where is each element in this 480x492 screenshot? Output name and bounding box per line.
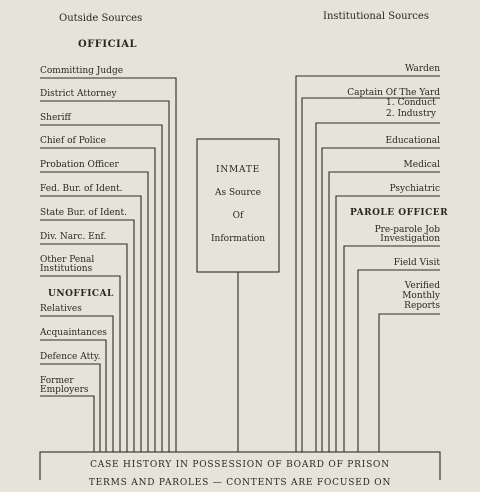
inmate-line-1: As Source: [214, 188, 262, 198]
label-conduct: 1. Conduct: [386, 98, 436, 108]
label-district-attorney: District Attorney: [40, 89, 117, 99]
label-warden: Warden: [404, 64, 440, 74]
label-sheriff: Sheriff: [40, 113, 71, 123]
label-captain-of-the-yard: Captain Of The Yard: [347, 88, 440, 98]
inmate-box: [197, 139, 279, 272]
label-relatives: Relatives: [40, 304, 82, 314]
line-former-employers: [40, 396, 94, 452]
label-acquaintances: Acquaintances: [40, 328, 107, 338]
line-div-narc: [40, 244, 127, 452]
line-captain: [302, 98, 440, 452]
label-probation-officer: Probation Officer: [40, 160, 119, 170]
label-defence-atty: Defence Atty.: [40, 352, 101, 362]
label-employers: Employers: [40, 385, 89, 395]
label-industry: 2. Industry: [386, 109, 436, 119]
label-medical: Medical: [403, 160, 440, 170]
parole-officer-header: PAROLE OFFICER: [350, 208, 449, 218]
case-history-text: [40, 456, 440, 492]
inmate-title: INMATE: [215, 165, 261, 175]
label-field-visit: Field Visit: [393, 258, 440, 268]
inmate-line-2: Of: [232, 211, 244, 221]
label-state-bur: State Bur. of Ident.: [40, 208, 127, 218]
label-educational: Educational: [385, 136, 440, 146]
label-reports: Reports: [404, 301, 440, 311]
label-other-penal: Other Penal: [40, 255, 95, 265]
outside-sources-header: Outside Sources: [59, 13, 143, 24]
label-investigation: Investigation: [380, 234, 440, 244]
label-div-narc: Div. Narc. Enf.: [40, 232, 107, 242]
label-pre-parole-job: Pre-parole Job: [374, 225, 440, 235]
institutional-sources-header: Institutional Sources: [323, 11, 429, 22]
case-history-line-2: TERMS AND PAROLES — CONTENTS ARE FOCUSED ON: [88, 478, 392, 488]
unofficial-header: UNOFFICAL: [48, 289, 114, 299]
case-history-line-1: CASE HISTORY IN POSSESSION OF BOARD OF PRISON: [90, 460, 390, 470]
label-chief-of-police: Chief of Police: [40, 136, 106, 146]
label-psychiatric: Psychiatric: [389, 184, 440, 194]
line-verified: [379, 314, 440, 452]
label-monthly: Monthly: [402, 291, 440, 301]
label-fed-bur: Fed. Bur. of Ident.: [40, 184, 123, 194]
official-header: OFFICIAL: [78, 39, 138, 50]
label-verified: Verified: [404, 281, 440, 291]
label-former: Former: [40, 376, 74, 386]
label-committing-judge: Committing Judge: [40, 66, 124, 76]
label-institutions: Institutions: [40, 264, 93, 274]
inmate-line-3: Information: [210, 234, 265, 244]
